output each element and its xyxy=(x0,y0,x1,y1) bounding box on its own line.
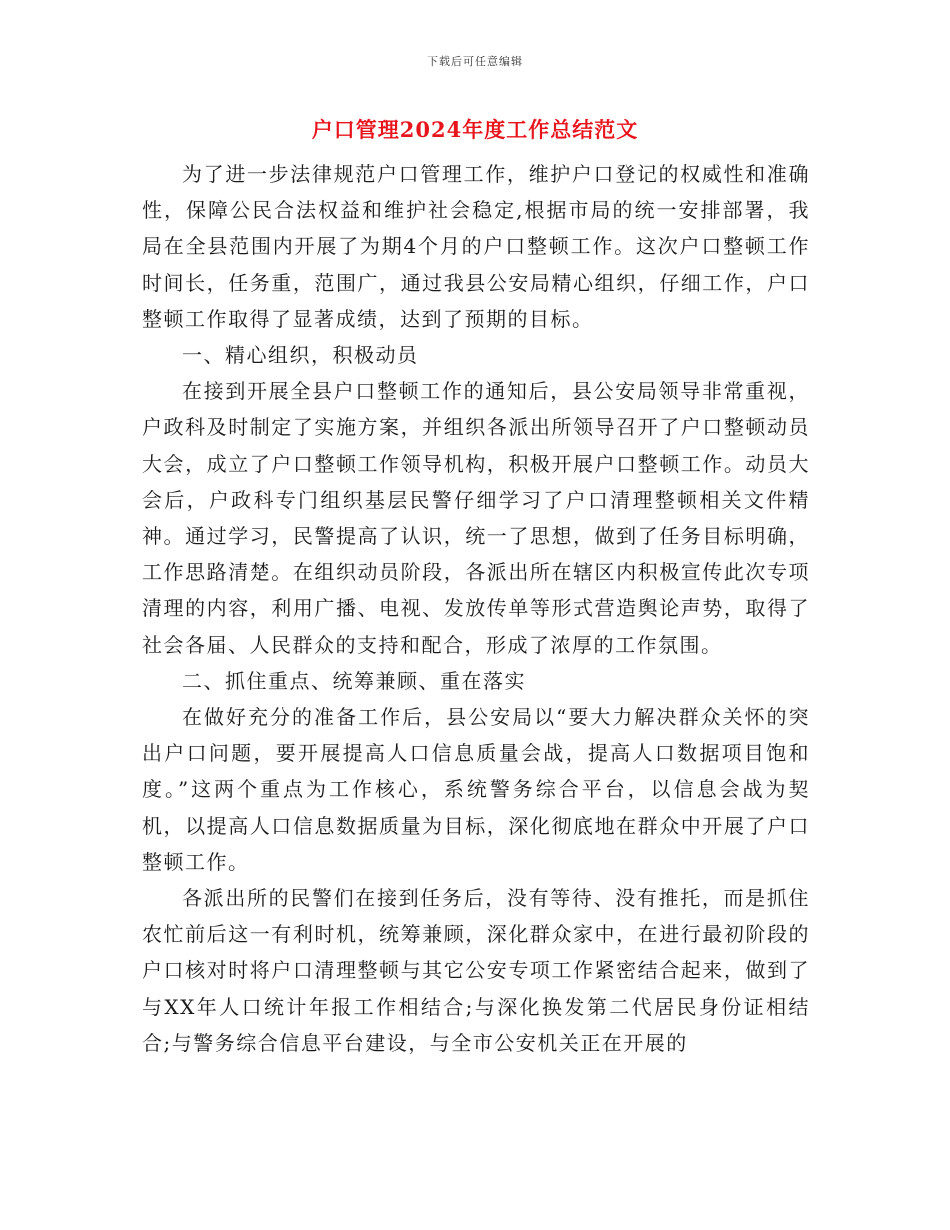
paragraph-section-2b: 各派出所的民警们在接到任务后，没有等待、没有推托，而是抓住农忙前后这一有利时机，统筹兼顾，深化群众家中，在进行最初阶段的户口核对时将户口清理整顿与其它公安专项工作紧密结合起来，做到了与XX年人口统计年报工作相结合;与深化换发第二代居民身份证相结合;与警务综合信息平台建设，与全市公安机关正在开展的 xyxy=(142,886,810,1055)
section-heading-1: 一、精心组织，积极动员 xyxy=(182,343,419,368)
paragraph-section-2a: 在做好充分的准备工作后，县公安局以“要大力解决群众关怀的突出户口问题，要开展提高人口信息质量会战，提高人口数据项目饱和度。”这两个重点为工作核心，系统警务综合平台，以信息会战为契机，以提高人口信息数据质量为目标，深化彻底地在群众中开展了户口整顿工作。 xyxy=(142,705,810,874)
paragraph-section-1: 在接到开展全县户口整顿工作的通知后，县公安局领导非常重视，户政科及时制定了实施方案，并组织各派出所领导召开了户口整顿动员大会，成立了户口整顿工作领导机构，积极开展户口整顿工作。动员大会后，户政科专门组织基层民警仔细学习了户口清理整顿相关文件精神。通过学习，民警提高了认识，统一了思想，做到了任务目标明确，工作思路清楚。在组织动员阶段，各派出所在辖区内积极宣传此次专项清理的内容，利用广播、电视、发放传单等形式营造舆论声势，取得了社会各届、人民群众的支持和配合，形成了浓厚的工作氛围。 xyxy=(142,379,810,657)
document-title: 户口管理2024年度工作总结范文 xyxy=(311,117,639,142)
section-heading-2: 二、抓住重点、统筹兼顾、重在落实 xyxy=(182,668,526,693)
document-body xyxy=(142,156,810,1061)
paragraph-intro: 为了进一步法律规范户口管理工作，维护户口登记的权威性和准确性，保障公民合法权益和维护社会稳定,根据市局的统一安排部署，我局在全县范围内开展了为期4个月的户口整顿工作。这次户口整顿工作时间长，任务重，范围广，通过我县公安局精心组织，仔细工作，户口整顿工作取得了显著成绩，达到了预期的目标。 xyxy=(142,162,810,331)
header-note: 下载后可任意编辑 xyxy=(427,55,523,68)
